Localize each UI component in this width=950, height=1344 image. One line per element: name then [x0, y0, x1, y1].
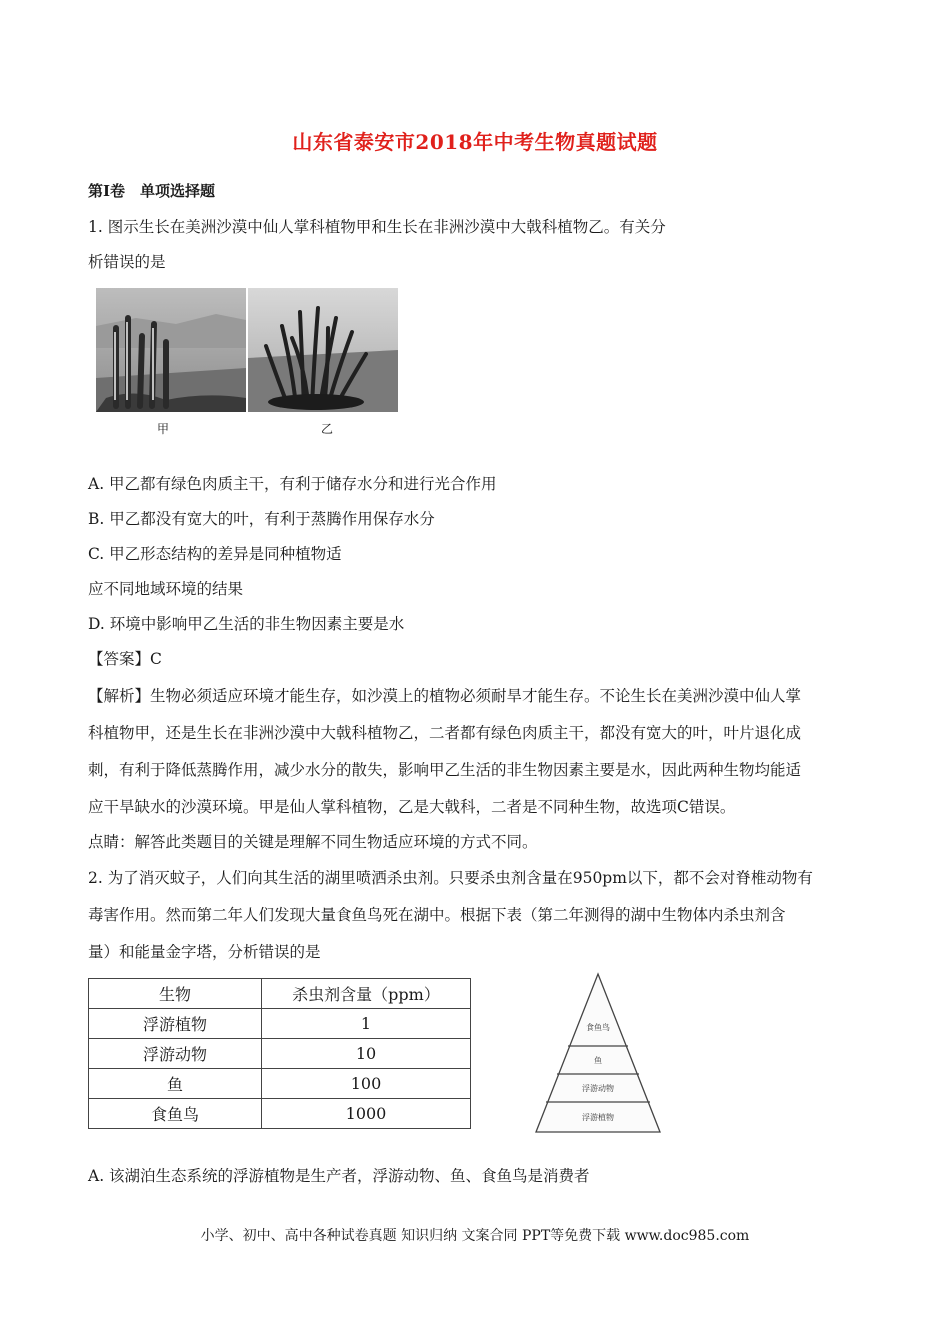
cactus-photo-left [96, 288, 246, 412]
table-row [89, 1069, 471, 1099]
q1-analysis-line3: 刺，有利于降低蒸腾作用，减少水分的散失，影响甲乙生活的非生物因素主要是水，因此两种生物均能适 [88, 761, 802, 779]
euphorbia-photo-right [248, 288, 398, 412]
pyramid-level-fish: 鱼 [594, 1056, 602, 1065]
q2-stem-line1: 2. 为了消灭蚊子，人们向其生活的湖里喷洒杀虫剂。只要杀虫剂含量在950pm以下，都不会对脊椎动物有 [88, 869, 813, 887]
pyramid-outline [536, 974, 660, 1132]
pyramid-level-phytoplankton: 浮游植物 [582, 1113, 614, 1122]
q1-analysis-line1: 【解析】生物必须适应环境才能生存，如沙漠上的植物必须耐旱才能生存。不论生长在美洲沙漠中仙人掌 [88, 687, 802, 705]
q1-option-a: A. 甲乙都有绿色肉质主干，有利于储存水分和进行光合作用 [88, 475, 497, 493]
table-row [89, 1039, 471, 1069]
section-heading: 第Ⅰ卷 单项选择题 [88, 182, 216, 200]
page-footer: 小学、初中、高中各种试卷真题 知识归纳 文案合同 PPT等免费下载 www.doc985.com [200, 1228, 750, 1244]
table-header-row [89, 979, 471, 1009]
q2-stem-line2: 毒害作用。然而第二年人们发现大量食鱼鸟死在湖中。根据下表（第二年测得的湖中生物体内杀虫剂含 [88, 906, 786, 924]
pyramid-level-zooplankton: 浮游动物 [582, 1084, 614, 1093]
q1-stem-line1: 1. 图示生长在美洲沙漠中仙人掌科植物甲和生长在非洲沙漠中大戟科植物乙。有关分 [88, 218, 666, 236]
page-title: 山东省泰安市2018年中考生物真题试题 [292, 130, 658, 154]
table-header-content: 杀虫剂含量（ppm） [262, 979, 471, 1009]
table-cell-organism: 浮游植物 [89, 1009, 262, 1039]
q1-option-d: D. 环境中影响甲乙生活的非生物因素主要是水 [88, 615, 405, 633]
table-row [89, 1009, 471, 1039]
table-cell-value: 1 [262, 1009, 471, 1039]
energy-pyramid [533, 972, 663, 1142]
table-cell-value: 100 [262, 1069, 471, 1099]
table-header-organism: 生物 [89, 979, 262, 1009]
table-cell-organism: 食鱼鸟 [89, 1099, 262, 1129]
desert-plants-photo [96, 288, 398, 412]
pyramid-level-fish-bird: 食鱼鸟 [586, 1023, 610, 1032]
q2-option-a: A. 该湖泊生态系统的浮游植物是生产者，浮游动物、鱼、食鱼鸟是消费者 [88, 1167, 590, 1185]
q1-tip: 点睛：解答此类题目的关键是理解不同生物适应环境的方式不同。 [88, 833, 538, 851]
table-row [89, 1099, 471, 1129]
table-cell-value: 10 [262, 1039, 471, 1069]
caption-yi: 乙 [321, 422, 334, 436]
pesticide-table [88, 978, 471, 1129]
q1-answer: 【答案】C [88, 650, 162, 668]
q2-stem-line3: 量）和能量金字塔，分析错误的是 [88, 943, 321, 961]
q1-analysis-line2: 科植物甲，还是生长在非洲沙漠中大戟科植物乙，二者都有绿色肉质主干，都没有宽大的叶，叶片退化成 [88, 724, 802, 742]
table-cell-organism: 浮游动物 [89, 1039, 262, 1069]
caption-jia: 甲 [157, 422, 170, 436]
q1-option-b: B. 甲乙都没有宽大的叶，有利于蒸腾作用保存水分 [88, 510, 435, 528]
q1-option-c-line2: 应不同地域环境的结果 [88, 580, 244, 598]
table-cell-value: 1000 [262, 1099, 471, 1129]
q1-analysis-line4: 应干旱缺水的沙漠环境。甲是仙人掌科植物，乙是大戟科，二者是不同种生物，故选项C错误。 [88, 798, 736, 816]
q1-stem-line2: 析错误的是 [88, 253, 166, 271]
table-cell-organism: 鱼 [89, 1069, 262, 1099]
q1-option-c-line1: C. 甲乙形态结构的差异是同种植物适 [88, 545, 342, 563]
